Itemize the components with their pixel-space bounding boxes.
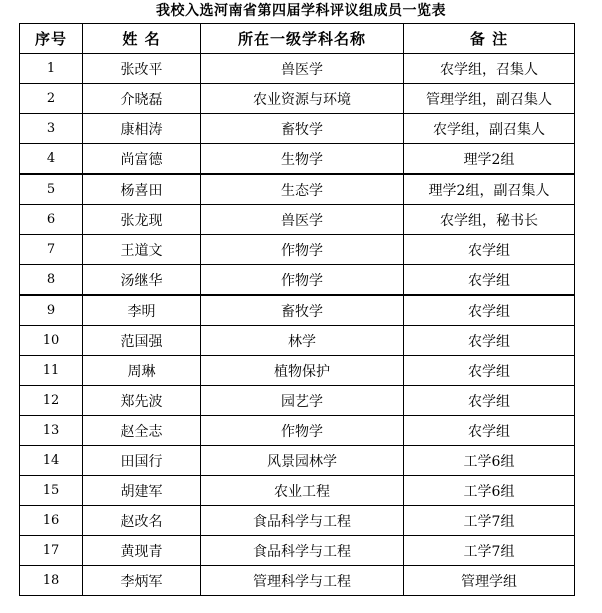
cell-note: 农学组 <box>404 326 575 356</box>
cell-discipline: 管理科学与工程 <box>201 566 404 596</box>
cell-name: 尚富德 <box>83 144 201 175</box>
cell-name: 李炳军 <box>83 566 201 596</box>
cell-name: 田国行 <box>83 446 201 476</box>
table-row <box>20 356 575 386</box>
cell-name: 张龙现 <box>83 205 201 235</box>
table-row <box>20 144 575 175</box>
cell-name: 赵全志 <box>83 416 201 446</box>
cell-name: 李明 <box>83 295 201 326</box>
cell-note: 管理学组，副召集人 <box>404 84 575 114</box>
cell-name: 范国强 <box>83 326 201 356</box>
cell-note: 工学6组 <box>404 446 575 476</box>
cell-no: 4 <box>20 144 83 175</box>
table-row <box>20 265 575 296</box>
cell-name: 黄现青 <box>83 536 201 566</box>
cell-discipline: 生态学 <box>201 174 404 205</box>
cell-discipline: 食品科学与工程 <box>201 506 404 536</box>
cell-no: 17 <box>20 536 83 566</box>
table-row <box>20 326 575 356</box>
cell-note: 农学组，秘书长 <box>404 205 575 235</box>
cell-discipline: 农业工程 <box>201 476 404 506</box>
cell-discipline: 作物学 <box>201 416 404 446</box>
cell-note: 工学7组 <box>404 506 575 536</box>
cell-no: 14 <box>20 446 83 476</box>
cell-discipline: 林学 <box>201 326 404 356</box>
cell-no: 7 <box>20 235 83 265</box>
cell-name: 张改平 <box>83 54 201 84</box>
cell-no: 11 <box>20 356 83 386</box>
cell-discipline: 食品科学与工程 <box>201 536 404 566</box>
header-name: 姓 名 <box>83 24 201 54</box>
cell-no: 15 <box>20 476 83 506</box>
cell-note: 理学2组，副召集人 <box>404 174 575 205</box>
cell-note: 农学组 <box>404 356 575 386</box>
cell-note: 农学组 <box>404 386 575 416</box>
cell-discipline: 兽医学 <box>201 54 404 84</box>
cell-note: 农学组 <box>404 416 575 446</box>
cell-note: 农学组 <box>404 265 575 296</box>
cell-no: 2 <box>20 84 83 114</box>
table-row <box>20 54 575 84</box>
cell-discipline: 兽医学 <box>201 205 404 235</box>
member-table <box>19 23 575 596</box>
cell-no: 1 <box>20 54 83 84</box>
cell-name: 赵改名 <box>83 506 201 536</box>
cell-discipline: 风景园林学 <box>201 446 404 476</box>
cell-no: 16 <box>20 506 83 536</box>
cell-note: 农学组，副召集人 <box>404 114 575 144</box>
cell-note: 工学7组 <box>404 536 575 566</box>
table-row <box>20 84 575 114</box>
table-row <box>20 114 575 144</box>
cell-note: 农学组 <box>404 295 575 326</box>
cell-note: 管理学组 <box>404 566 575 596</box>
table-row <box>20 386 575 416</box>
cell-name: 康相涛 <box>83 114 201 144</box>
table-row <box>20 566 575 596</box>
cell-name: 胡建军 <box>83 476 201 506</box>
cell-no: 18 <box>20 566 83 596</box>
table-row <box>20 446 575 476</box>
table-row <box>20 416 575 446</box>
table-row <box>20 536 575 566</box>
cell-name: 杨喜田 <box>83 174 201 205</box>
header-discipline: 所在一级学科名称 <box>201 24 404 54</box>
cell-name: 介晓磊 <box>83 84 201 114</box>
cell-name: 周琳 <box>83 356 201 386</box>
cell-name: 汤继华 <box>83 265 201 296</box>
cell-name: 王道文 <box>83 235 201 265</box>
cell-no: 5 <box>20 174 83 205</box>
cell-no: 12 <box>20 386 83 416</box>
page-title: 我校入选河南省第四届学科评议组成员一览表 <box>156 3 446 19</box>
cell-no: 3 <box>20 114 83 144</box>
cell-note: 工学6组 <box>404 476 575 506</box>
cell-no: 13 <box>20 416 83 446</box>
cell-discipline: 作物学 <box>201 235 404 265</box>
table-header-row <box>20 24 575 54</box>
table-row <box>20 174 575 205</box>
cell-no: 9 <box>20 295 83 326</box>
cell-note: 农学组，召集人 <box>404 54 575 84</box>
cell-discipline: 植物保护 <box>201 356 404 386</box>
header-no: 序号 <box>20 24 83 54</box>
header-note: 备 注 <box>404 24 575 54</box>
cell-discipline: 作物学 <box>201 265 404 296</box>
table-row <box>20 235 575 265</box>
cell-note: 农学组 <box>404 235 575 265</box>
cell-discipline: 畜牧学 <box>201 295 404 326</box>
table-row <box>20 295 575 326</box>
cell-note: 理学2组 <box>404 144 575 175</box>
cell-no: 8 <box>20 265 83 296</box>
cell-discipline: 生物学 <box>201 144 404 175</box>
cell-discipline: 农业资源与环境 <box>201 84 404 114</box>
table-row <box>20 506 575 536</box>
table-row <box>20 476 575 506</box>
cell-no: 10 <box>20 326 83 356</box>
cell-no: 6 <box>20 205 83 235</box>
table-row <box>20 205 575 235</box>
cell-name: 郑先波 <box>83 386 201 416</box>
cell-discipline: 畜牧学 <box>201 114 404 144</box>
cell-discipline: 园艺学 <box>201 386 404 416</box>
